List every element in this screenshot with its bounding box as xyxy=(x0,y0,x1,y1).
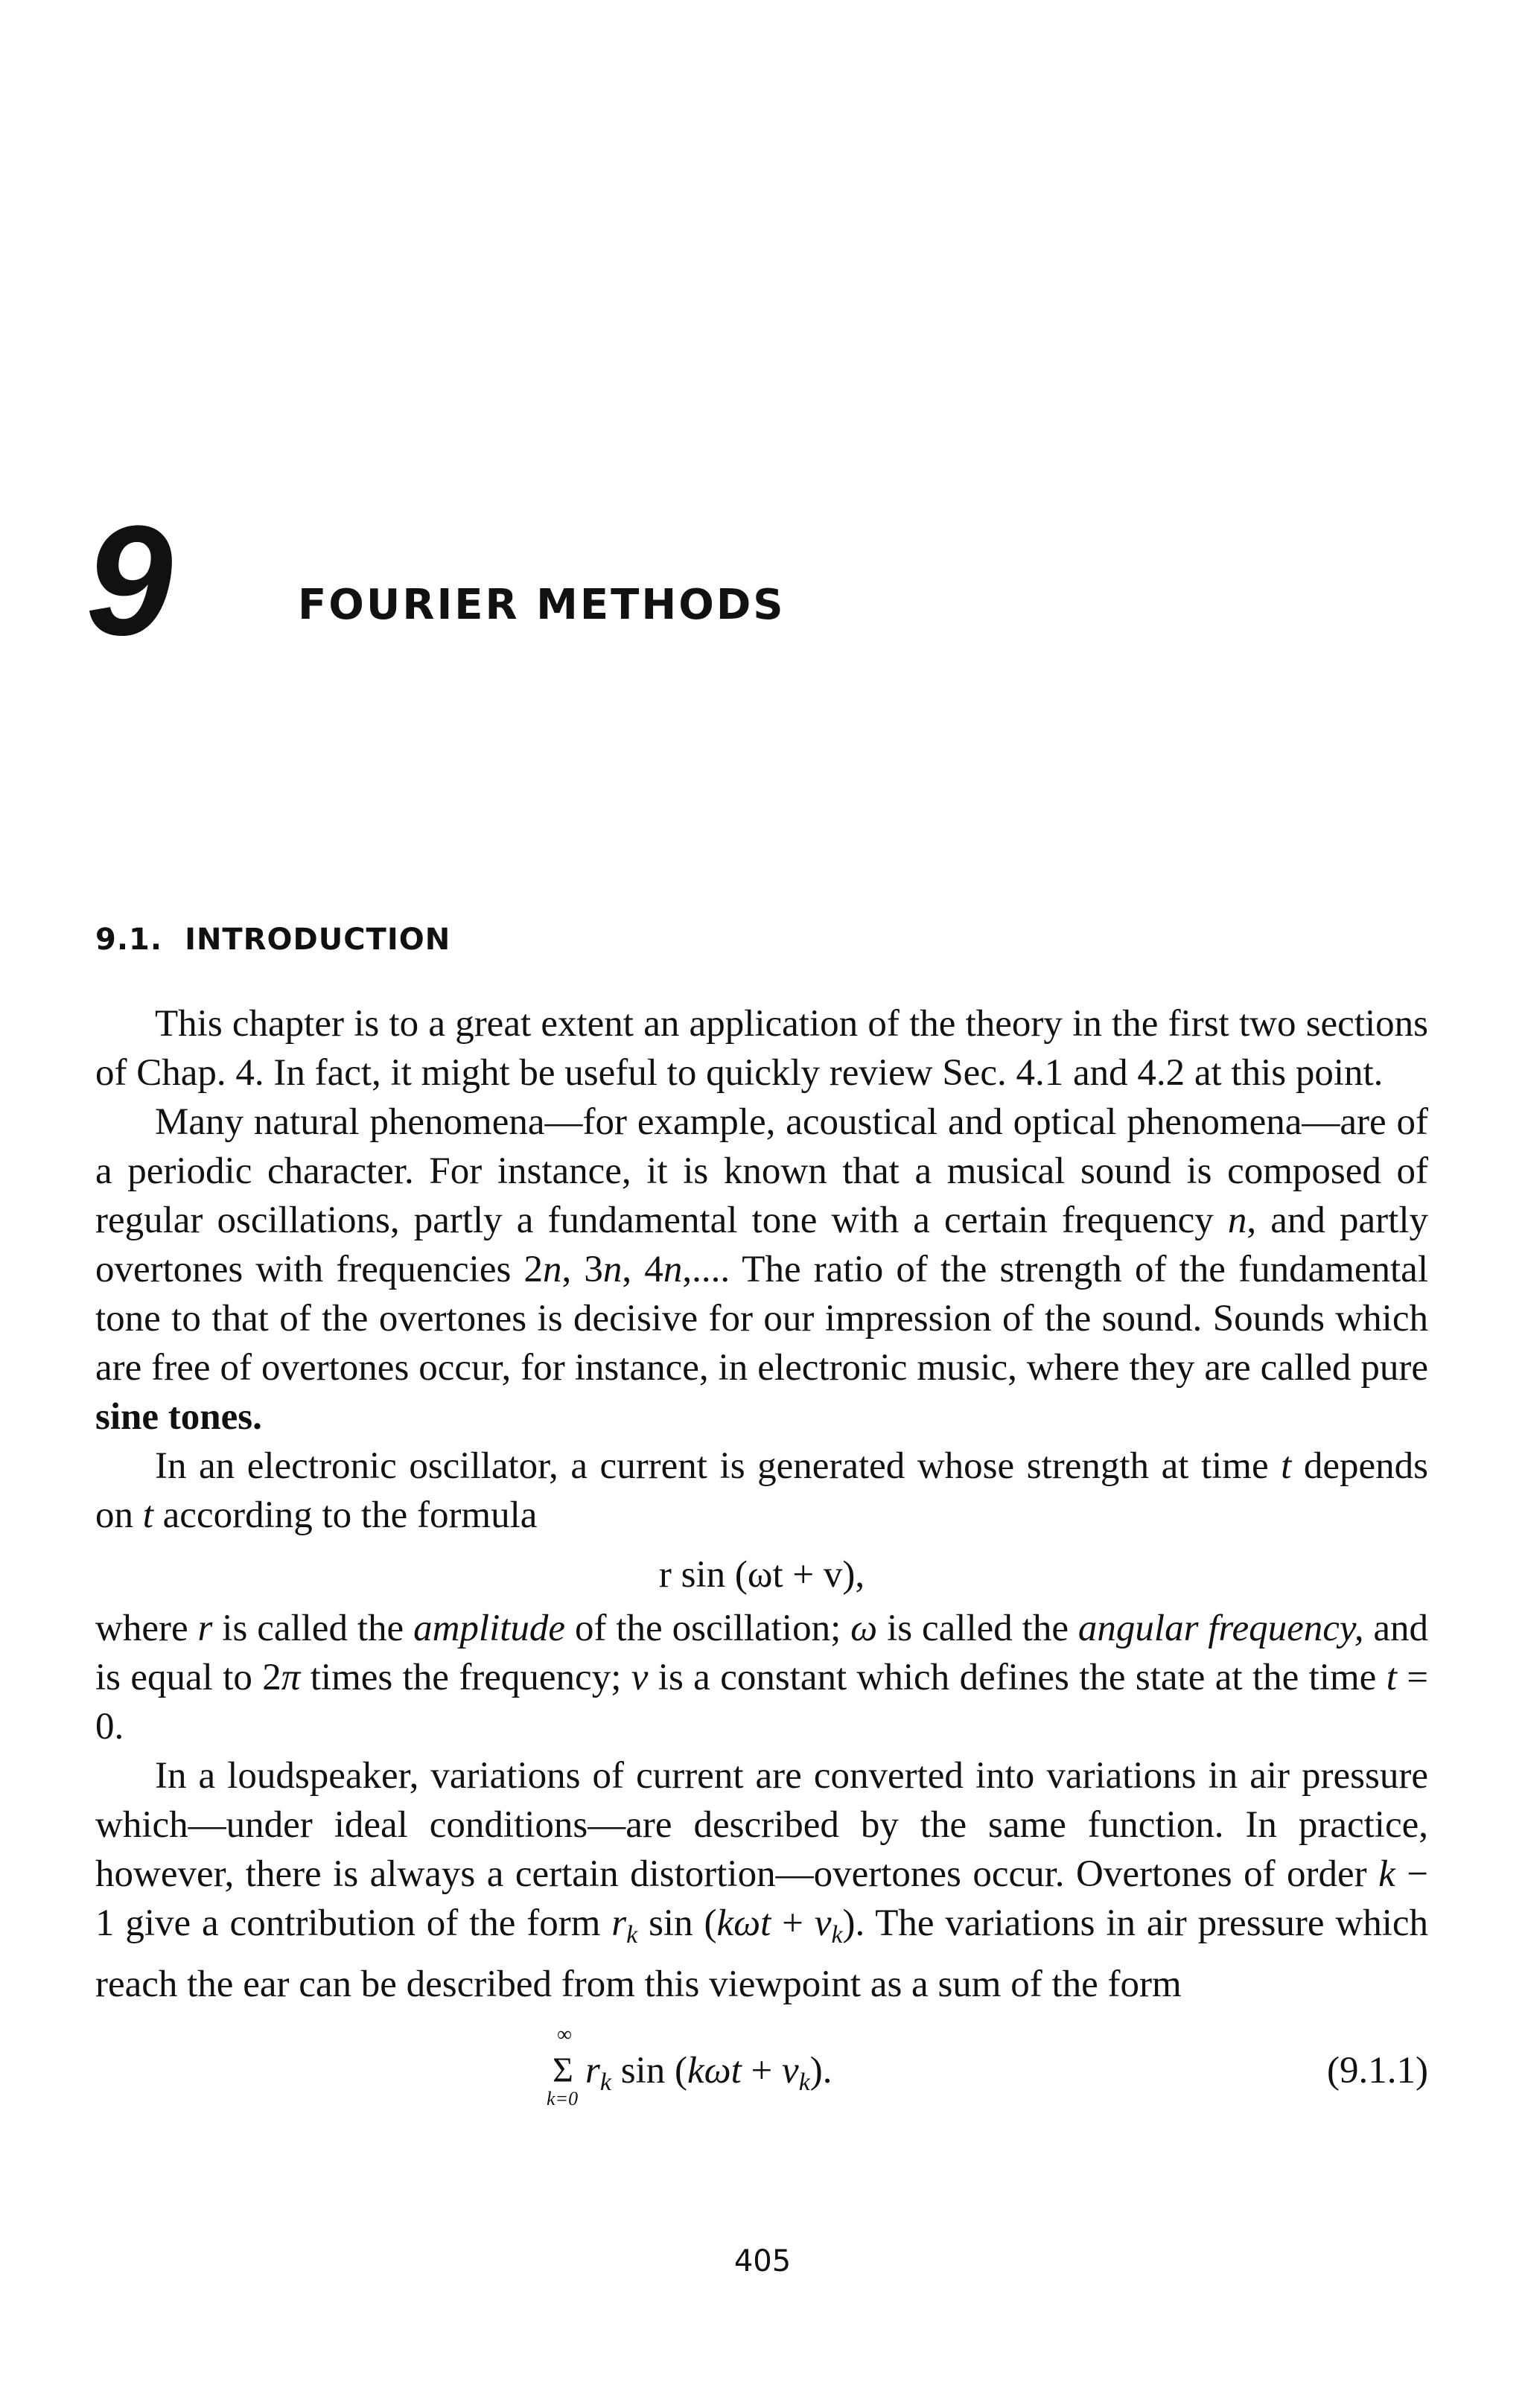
sum-formula: ∞ Σ k=0 $r_k$ $\sin (k\omega t + v_k)$. xyxy=(547,2023,832,2109)
term-angular-frequency: angular frequency, xyxy=(1077,1608,1364,1649)
paragraph-5: In a loudspeaker, variations of current are converted into variations in air pressure which—under ideal conditions—are described by the same function. In practice, however, there is always a certain distortion—overtones occur. Overtones of order k − 1 give a contribution of the form $r_k$ $\sin (k\omega t + v_k)$. The variations in air pressure which reach the ear can be described from this viewpoint as a sum of the form xyxy=(95,1755,1429,2005)
paragraph-1: This chapter is to a great extent an application of the theory in the first two sections of Chap. 4. In fact, it might be useful to quickly review Sec. 4.1 and 4.2 at this point. xyxy=(95,1003,1428,1094)
paragraph-2: Many natural phenomena—for example, acoustical and optical phenomena—are of a periodic character. For instance, it is known that a musical sound is composed of regular oscillations, partly a fundamental tone with a certain frequency n, and partly overtones with frequencies 2n, 3n, 4n,.... The ratio of the strength of the fundamental tone to that of the overtones is decisive for our impression of the sound. Sounds which are free of overtones occur, for instance, in electronic music, where they are called pure sine tones. xyxy=(95,1101,1428,1438)
chapter-title: FOURIER METHODS xyxy=(298,581,786,629)
summation-symbol: ∞ Σ k=0 xyxy=(547,2023,579,2109)
chapter-heading xyxy=(86,493,1426,668)
paragraph-3: In an electronic oscillator, a current is generated whose strength at time t depends on t according to the formula xyxy=(95,1445,1428,1536)
equation-number: (9.1.1) xyxy=(1327,2050,1428,2092)
section-heading xyxy=(95,917,451,962)
chapter-number: 9 xyxy=(86,493,173,668)
formula-oscillation: r sin (ωt + v), xyxy=(658,1554,865,1596)
upper-limit: ∞ xyxy=(557,2023,572,2046)
term-amplitude: amplitude xyxy=(413,1608,566,1649)
paragraph-4: where r is called the amplitude of the oscillation; ω is called the angular frequency, and is equal to 2π times the frequency; v is a constant which defines the state at the time t = 0. xyxy=(95,1608,1429,1748)
lower-limit: k=0 xyxy=(547,2088,579,2109)
body-text xyxy=(95,999,1428,2124)
term-sine-tones: sine tones. xyxy=(95,1396,262,1438)
section-title: INTRODUCTION xyxy=(185,923,451,957)
section-number: 9.1. xyxy=(95,923,163,957)
equation-9-1-1 xyxy=(95,2023,1428,2124)
page-number: 405 xyxy=(733,2244,792,2278)
